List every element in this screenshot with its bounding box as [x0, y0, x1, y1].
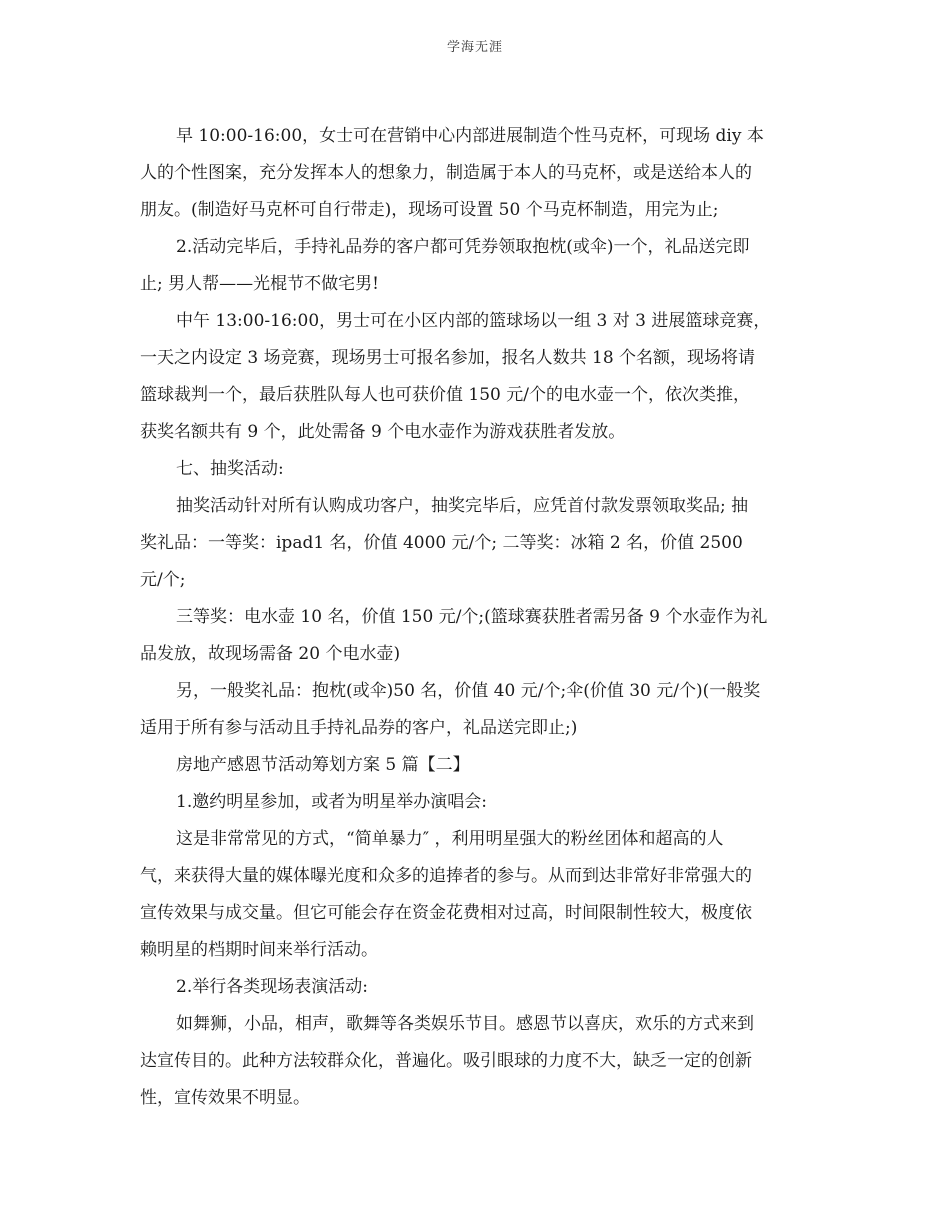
section-heading: 七、抽奖活动: — [176, 459, 284, 479]
text-line: 朋友。(制造好马克杯可自行带走)，现场可设置 50 个马克杯制造，用完为止; — [140, 200, 719, 220]
text-line: 一天之内设定 3 场竞赛，现场男士可报名参加，报名人数共 18 个名额，现场将请 — [140, 348, 756, 368]
document-body — [140, 118, 812, 1117]
section-heading: 房地产感恩节活动筹划方案 5 篇【二】 — [176, 755, 470, 775]
text-line: 抽奖活动针对所有认购成功客户，抽奖完毕后，应凭首付款发票领取奖品; 抽 — [176, 496, 749, 516]
text-line: 品发放，故现场需备 20 个电水壶) — [140, 644, 401, 664]
text-line: 性，宣传效果不明显。 — [140, 1088, 310, 1108]
text-line: 止; 男人帮——光棍节不做宅男! — [140, 274, 379, 294]
list-item-heading: 2.举行各类现场表演活动: — [176, 977, 368, 997]
list-item-heading: 1.邀约明星参加，或者为明星举办演唱会: — [176, 792, 487, 812]
text-line: 获奖名额共有 9 个，此处需备 9 个电水壶作为游戏获胜者发放。 — [140, 422, 626, 442]
text-line: 早 10:00-16:00，女士可在营销中心内部进展制造个性马克杯，可现场 diy 本 — [176, 126, 764, 146]
page-header: 学海无涯 — [446, 40, 503, 55]
text-line: 另，一般奖礼品：抱枕(或伞)50 名，价值 40 元/个;伞(价值 30 元/个)(一般奖 — [176, 681, 761, 701]
text-line: 气，来获得大量的媒体曝光度和众多的追捧者的参与。从而到达非常好非常强大的 — [140, 866, 752, 886]
text-line: 三等奖：电水壶 10 名，价值 150 元/个;(篮球赛获胜者需另备 9 个水壶作为礼 — [176, 607, 768, 627]
text-line: 宣传效果与成交量。但它可能会存在资金花费相对过高，时间限制性较大，极度依 — [140, 903, 752, 923]
text-line: 中午 13:00-16:00，男士可在小区内部的篮球场以一组 3 对 3 进展篮球竞赛， — [176, 311, 771, 331]
text-line: 元/个; — [140, 570, 186, 590]
text-line: 2.活动完毕后，手持礼品券的客户都可凭券领取抱枕(或伞)一个，礼品送完即 — [176, 237, 750, 257]
text-line: 达宣传目的。此种方法较群众化，普遍化。吸引眼球的力度不大，缺乏一定的创新 — [140, 1051, 752, 1071]
text-line: 赖明星的档期时间来举行活动。 — [140, 940, 378, 960]
text-line: 奖礼品：一等奖：ipad1 名，价值 4000 元/个; 二等奖：冰箱 2 名，价值 2500 — [140, 533, 743, 553]
text-line: 如舞狮，小品，相声，歌舞等各类娱乐节目。感恩节以喜庆，欢乐的方式来到 — [176, 1014, 754, 1034]
text-line: 这是非常常见的方式，“简单暴力″ ，利用明星强大的粉丝团体和超高的人 — [176, 829, 724, 849]
text-line: 篮球裁判一个，最后获胜队每人也可获价值 150 元/个的电水壶一个，依次类推， — [140, 385, 750, 405]
text-line: 人的个性图案，充分发挥本人的想象力，制造属于本人的马克杯，或是送给本人的 — [140, 163, 752, 183]
text-line: 适用于所有参与活动且手持礼品券的客户，礼品送完即止;) — [140, 718, 578, 738]
